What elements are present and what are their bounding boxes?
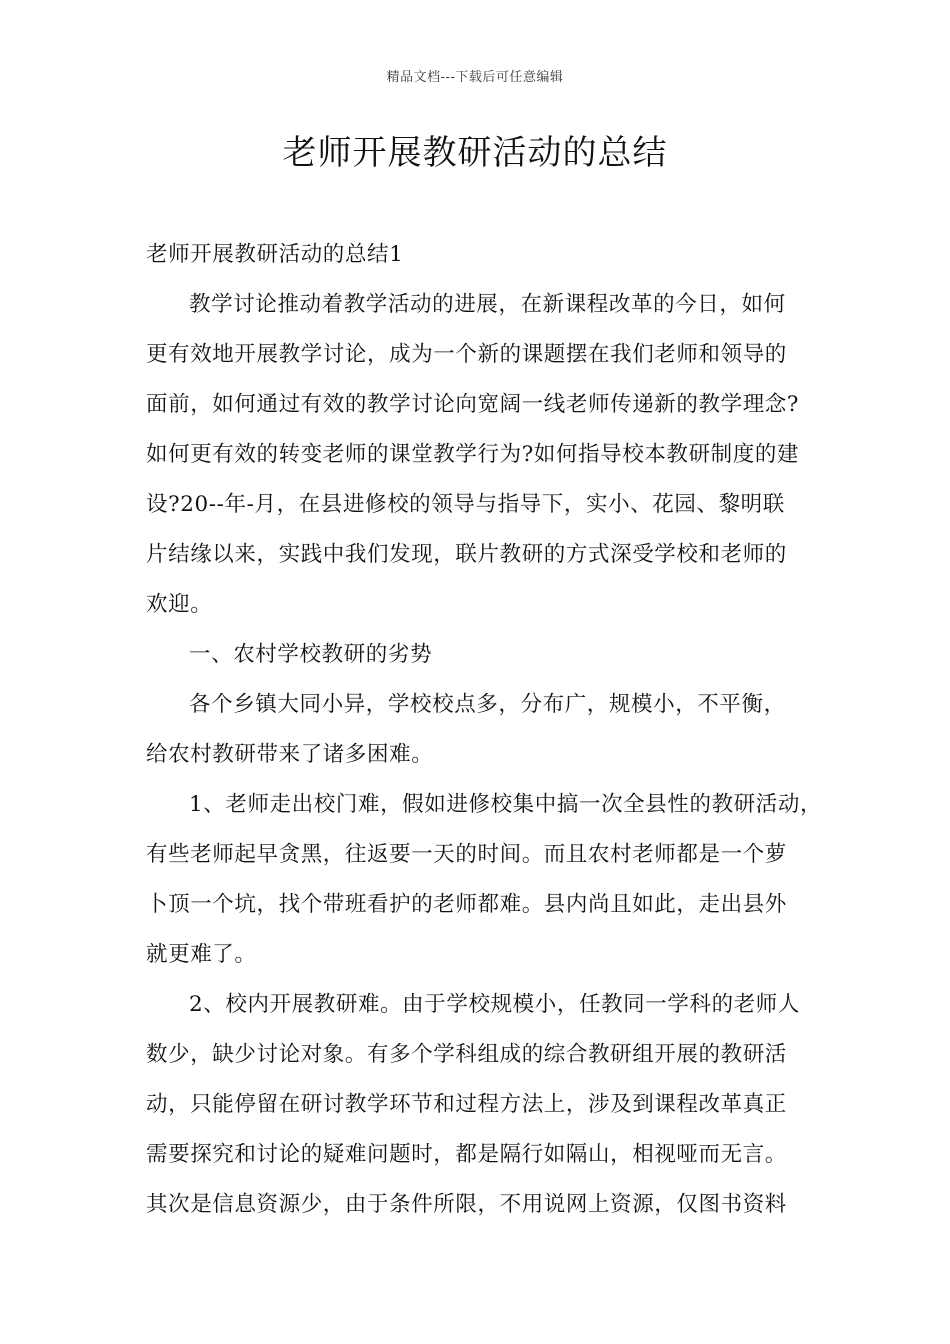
text-line: 就更难了。 [146, 942, 257, 967]
text-line: 数少，缺少讨论对象。有多个学科组成的综合教研组开展的教研活 [146, 1042, 787, 1067]
text-line: 其次是信息资源少，由于条件所限，不用说网上资源，仅图书资料 [146, 1192, 787, 1217]
text-line: 各个乡镇大同小异，学校校点多，分布广，规模小，不平衡， [189, 692, 786, 717]
text-line: 设?20--年-月，在县进修校的领导与指导下，实小、花园、黎明联 [146, 492, 785, 517]
text-line: 1、老师走出校门难，假如进修校集中搞一次全县性的教研活动， [189, 792, 823, 817]
header-note: 精品文档---下载后可任意编辑 [386, 70, 564, 85]
document-title: 老师开展教研活动的总结 [282, 133, 668, 173]
text-line: 2、校内开展教研难。由于学校规模小，任教同一学科的老师人 [189, 992, 800, 1017]
text-line: 卜顶一个坑，找个带班看护的老师都难。县内尚且如此，走出县外 [146, 892, 787, 917]
section-heading: 老师开展教研活动的总结1 [146, 242, 404, 267]
text-line: 给农村教研带来了诸多困难。 [146, 742, 434, 767]
text-line: 欢迎。 [146, 592, 213, 617]
text-line: 需要探究和讨论的疑难问题时，都是隔行如隔山，相视哑而无言。 [146, 1142, 787, 1167]
text-line: 有些老师起早贪黑，往返要一天的时间。而且农村老师都是一个萝 [146, 842, 787, 867]
text-line: 动，只能停留在研讨教学环节和过程方法上，涉及到课程改革真正 [146, 1092, 787, 1117]
text-line: 片结缘以来，实践中我们发现，联片教研的方式深受学校和老师的 [146, 542, 787, 567]
document-body [146, 230, 821, 1230]
text-line: 教学讨论推动着教学活动的进展，在新课程改革的今日，如何 [189, 292, 786, 317]
text-line: 面前，如何通过有效的教学讨论向宽阔一线老师传递新的教学理念? [146, 392, 800, 417]
text-line: 如何更有效的转变老师的课堂教学行为?如何指导校本教研制度的建 [146, 442, 800, 467]
text-line: 一、农村学校教研的劣势 [189, 642, 433, 667]
text-line: 更有效地开展教学讨论，成为一个新的课题摆在我们老师和领导的 [146, 342, 787, 367]
